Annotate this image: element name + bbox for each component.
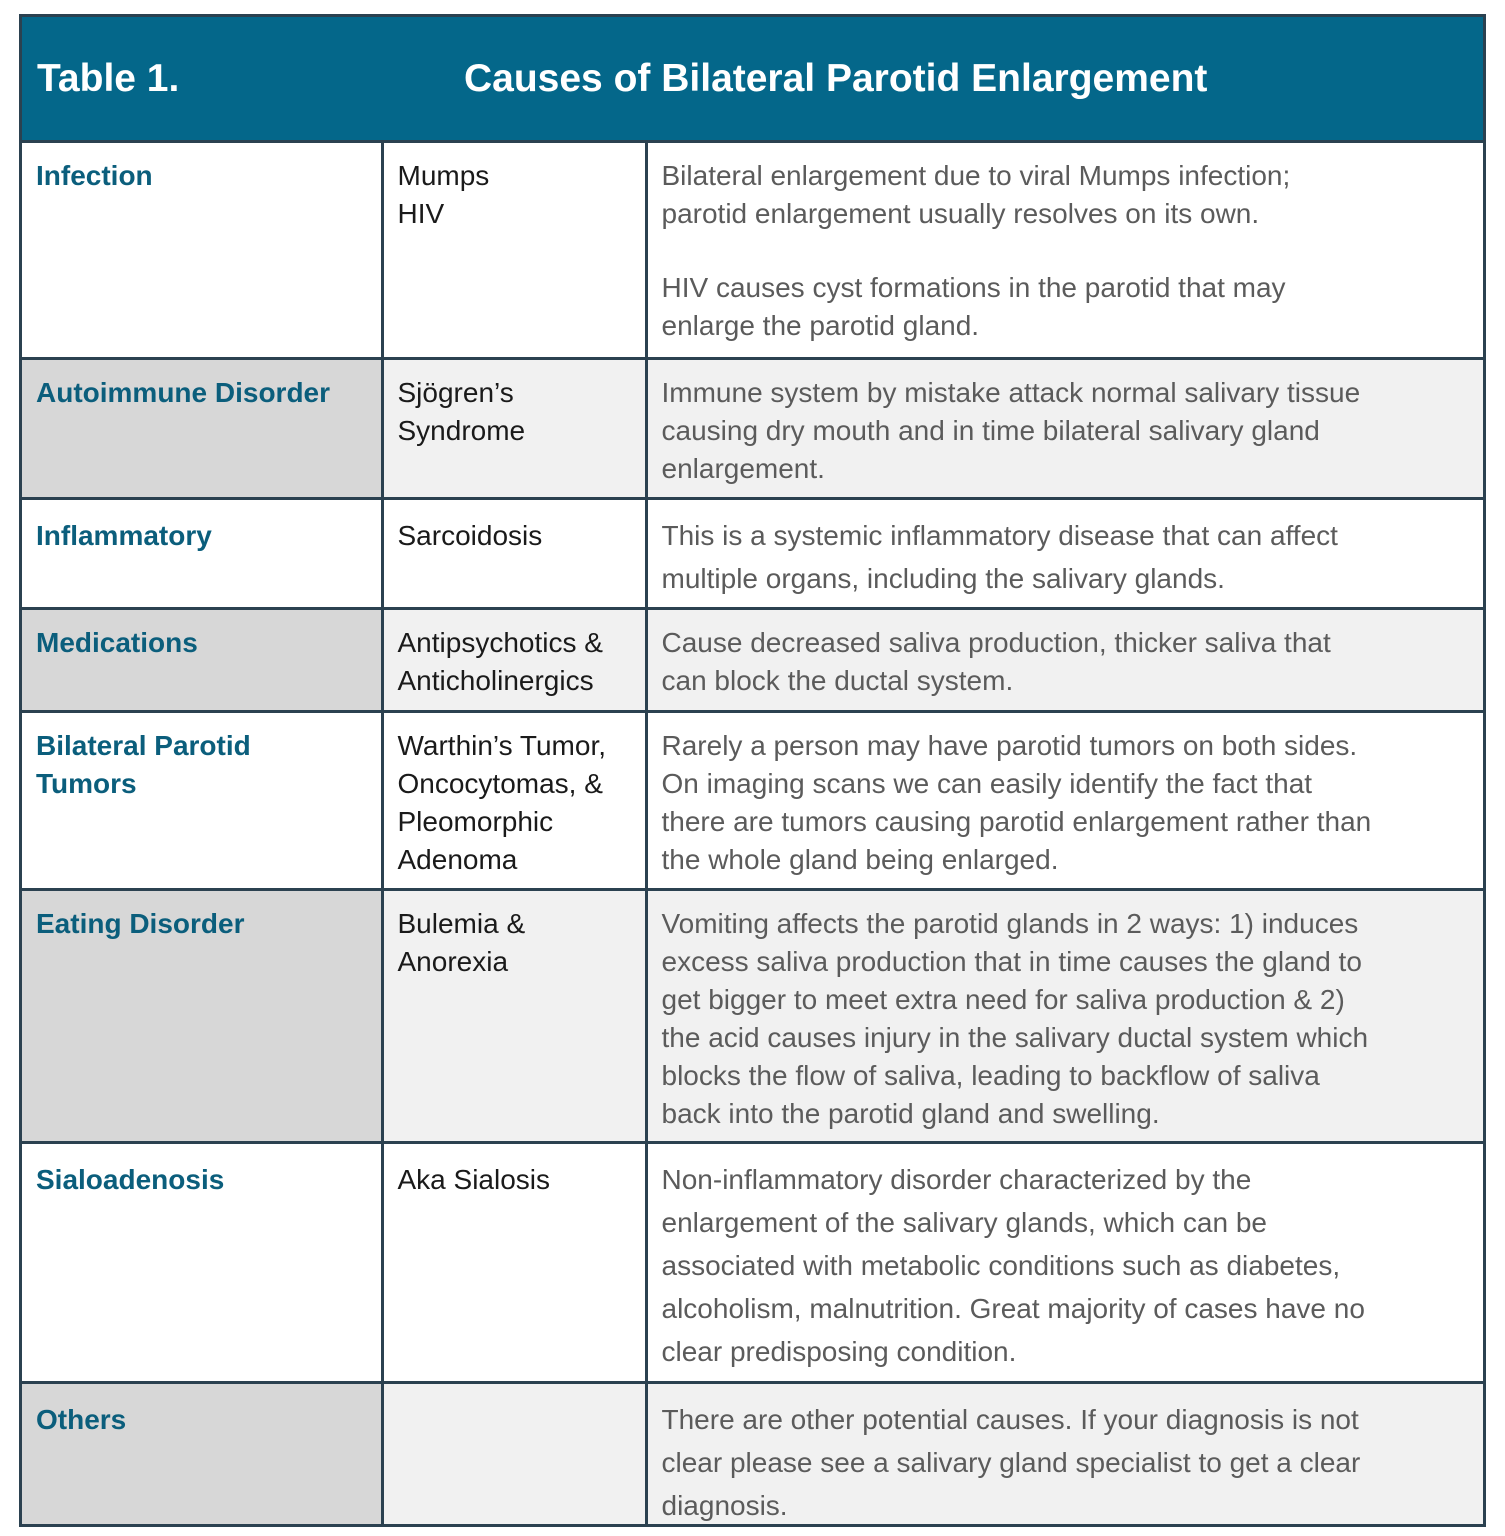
description-line: diagnosis. bbox=[661, 1489, 788, 1521]
description-line: causing dry mouth and in time bilateral salivary gland bbox=[661, 414, 1320, 446]
example-item: Bulemia & bbox=[397, 907, 526, 939]
example-item: Warthin’s Tumor, bbox=[397, 729, 607, 761]
example-item: Aka Sialosis bbox=[397, 1163, 551, 1195]
example-item: HIV bbox=[397, 198, 445, 229]
examples-cell bbox=[382, 358, 646, 498]
description-cell bbox=[646, 358, 1483, 498]
description-line: Cause decreased saliva production, thicker saliva that bbox=[661, 626, 1331, 658]
table-row bbox=[22, 889, 1483, 1142]
table-row bbox=[22, 1142, 1483, 1382]
description-line: enlarge the parotid gland. bbox=[661, 310, 980, 341]
example-item: Oncocytomas, & bbox=[397, 767, 603, 799]
description-cell bbox=[646, 143, 1483, 358]
description-cell bbox=[646, 889, 1483, 1142]
description-line: Non-inflammatory disorder characterized by the bbox=[661, 1163, 1252, 1195]
category-label: Tumors bbox=[36, 767, 137, 799]
category-cell bbox=[22, 498, 382, 608]
category-label: Inflammatory bbox=[36, 519, 212, 551]
description-line: back into the parotid gland and swelling. bbox=[661, 1097, 1160, 1129]
description-line: blocks the flow of saliva, leading to backflow of saliva bbox=[661, 1059, 1320, 1091]
examples-cell bbox=[382, 1382, 646, 1527]
example-item: Sarcoidosis bbox=[397, 519, 543, 551]
examples-cell bbox=[382, 1142, 646, 1382]
causes-table bbox=[19, 14, 1486, 1527]
description-line: there are tumors causing parotid enlargement rather than bbox=[661, 805, 1372, 837]
table-row bbox=[22, 498, 1483, 608]
category-label: Infection bbox=[36, 160, 153, 191]
causes-grid bbox=[22, 143, 1483, 1527]
description-line: On imaging scans we can easily identify the fact that bbox=[661, 767, 1313, 799]
category-label: Eating Disorder bbox=[36, 907, 245, 939]
example-item: Syndrome bbox=[397, 414, 526, 446]
category-cell bbox=[22, 711, 382, 889]
category-cell bbox=[22, 889, 382, 1142]
description-cell bbox=[646, 1382, 1483, 1527]
description-line: There are other potential causes. If your diagnosis is not bbox=[661, 1403, 1359, 1435]
table-title: Causes of Bilateral Parotid Enlargement bbox=[464, 57, 1208, 100]
description-line: the acid causes injury in the salivary ductal system which bbox=[661, 1021, 1369, 1053]
table-row bbox=[22, 711, 1483, 889]
example-item: Sjögren’s bbox=[397, 376, 514, 408]
table-row bbox=[22, 358, 1483, 498]
example-item: Antipsychotics & bbox=[397, 626, 603, 658]
examples-cell bbox=[382, 608, 646, 711]
example-item: Pleomorphic bbox=[397, 805, 554, 837]
table-number: Table 1. bbox=[37, 57, 180, 100]
category-label: Medications bbox=[36, 626, 198, 658]
description-line: alcoholism, malnutrition. Great majority of cases have no bbox=[661, 1292, 1365, 1324]
example-item: Mumps bbox=[397, 160, 490, 191]
category-cell bbox=[22, 1142, 382, 1382]
description-line: associated with metabolic conditions such as diabetes, bbox=[661, 1249, 1341, 1281]
category-cell bbox=[22, 143, 382, 358]
description-line: HIV causes cyst formations in the parotid that may bbox=[661, 272, 1286, 303]
description-line: can block the ductal system. bbox=[661, 664, 1014, 696]
description-line: multiple organs, including the salivary glands. bbox=[661, 562, 1225, 594]
example-item: Anorexia bbox=[397, 945, 509, 977]
description-line: get bigger to meet extra need for saliva production & 2) bbox=[661, 983, 1345, 1015]
description-cell bbox=[646, 1142, 1483, 1382]
category-cell bbox=[22, 1382, 382, 1527]
examples-cell bbox=[382, 143, 646, 358]
description-line: excess saliva production that in time causes the gland to bbox=[661, 945, 1362, 977]
description-cell bbox=[646, 711, 1483, 889]
table-header bbox=[22, 17, 1483, 143]
table-row bbox=[22, 608, 1483, 711]
examples-cell bbox=[382, 498, 646, 608]
description-cell bbox=[646, 608, 1483, 711]
category-label: Sialoadenosis bbox=[36, 1163, 225, 1195]
description-cell bbox=[646, 498, 1483, 608]
examples-cell bbox=[382, 889, 646, 1142]
description-line: Immune system by mistake attack normal salivary tissue bbox=[661, 376, 1361, 408]
description-line: Rarely a person may have parotid tumors on both sides. bbox=[661, 729, 1358, 761]
description-line: Bilateral enlargement due to viral Mumps infection; bbox=[661, 160, 1291, 191]
examples-cell bbox=[382, 711, 646, 889]
category-label: Autoimmune Disorder bbox=[36, 376, 331, 408]
table-row bbox=[22, 1382, 1483, 1527]
category-cell bbox=[22, 358, 382, 498]
category-label: Others bbox=[36, 1403, 127, 1435]
example-item: Anticholinergics bbox=[397, 664, 594, 696]
description-line: parotid enlargement usually resolves on its own. bbox=[661, 198, 1260, 229]
description-line: clear please see a salivary gland specialist to get a clear bbox=[661, 1446, 1361, 1478]
example-item: Adenoma bbox=[397, 843, 518, 875]
description-line: This is a systemic inflammatory disease that can affect bbox=[661, 519, 1338, 551]
description-line: the whole gland being enlarged. bbox=[661, 843, 1059, 875]
table-row bbox=[22, 143, 1483, 358]
description-line: enlargement. bbox=[661, 452, 825, 484]
description-line: enlargement of the salivary glands, which can be bbox=[661, 1206, 1267, 1238]
category-cell bbox=[22, 608, 382, 711]
category-label: Bilateral Parotid bbox=[36, 729, 251, 761]
description-line: Vomiting affects the parotid glands in 2 ways: 1) induces bbox=[661, 907, 1359, 939]
description-line: clear predisposing condition. bbox=[661, 1335, 1017, 1367]
